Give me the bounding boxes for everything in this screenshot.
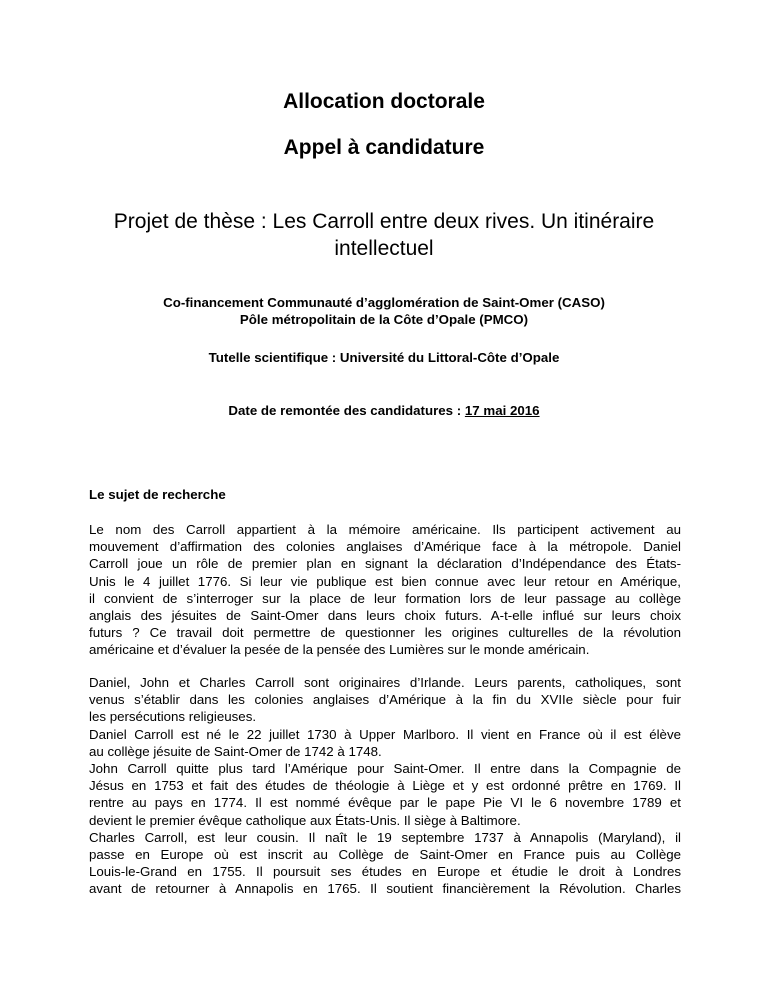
paragraph-line: Unis le 4 juillet 1776. Si leur vie publique est bien connue avec leur retour en Amérique, [89,573,681,589]
cofinancement-block [60,294,708,328]
paragraph-line: anglais des jésuites de Saint-Omer dans leurs choix futurs. A-t-elle influé sur leurs choix [89,607,681,623]
paragraph-line: mouvement d’affirmation des colonies anglaises d’Amérique face à la métropole. Daniel [89,539,681,555]
paragraph-2 [89,674,681,897]
paragraph-line: américaine et d’évaluer la pesée de la pensée des Lumières sur le monde américain. [89,642,590,658]
paragraph-line: Jésus en 1753 et fait des études de théologie à Liège et y est ordonné prêtre en 1769. Il [89,778,681,794]
paragraph-line: Le nom des Carroll appartient à la mémoire américaine. Ils participent activement au [89,522,681,537]
paragraph-line: John Carroll quitte plus tard l’Amérique pour Saint-Omer. Il entre dans la Compagnie de [89,760,681,776]
paragraph-line: Carroll joue un rôle de premier plan en signant la déclaration d’Indépendance des États- [89,556,681,572]
document-subtitle: Appel à candidature [283,136,485,159]
paragraph-line: il convient de s’interroger sur la place de leur formation lors de leur passage au collège [89,590,681,606]
deadline-line [0,402,768,419]
paragraph-line: devient le premier évêque catholique aux États-Unis. Il siège à Baltimore. [89,812,521,828]
paragraph-line: futurs ? Ce travail doit permettre de questionner les origines culturelles de la révolution [89,625,681,641]
paragraph-line: avant de retourner à Annapolis en 1765. Il soutient financièrement la Révolution. Charles [89,881,681,897]
paragraph-line: Daniel, John et Charles Carroll sont originaires d’Irlande. Leurs parents, catholiques, sont [89,675,681,690]
paragraph-1 [89,521,681,659]
paragraph-line: rentre au pays en 1774. Il est nommé évêque par le pape Pie VI le 6 novembre 1789 et [89,795,681,811]
deadline-date: 17 mai 2016 [464,403,540,418]
project-title: Projet de thèse : Les Carroll entre deux rives. Un itinéraire intellectuel [113,210,655,260]
deadline-label: Date de remontée des candidatures : [228,403,465,418]
paragraph-line: Louis-le-Grand en 1755. Il poursuit ses études en Europe et étudie le droit à Londres [89,864,681,880]
cofinancement-line-pmco: Pôle métropolitain de la Côte d’Opale (PMCO) [239,312,529,327]
paragraph-line: les persécutions religieuses. [89,709,257,725]
paragraph-line: passe en Europe où est inscrit au Collège de Saint-Omer en France puis au Collège [89,846,681,862]
paragraph-line: Daniel Carroll est né le 22 juillet 1730 à Upper Marlboro. Il vient en France où il est élève [89,726,681,742]
document-title: Allocation doctorale [283,90,485,113]
section-heading: Le sujet de recherche [89,487,226,502]
paragraph-line: venus s’établir dans les colonies anglaises d’Amérique à la fin du XVIIe siècle pour fuir [89,692,681,708]
paragraph-line: Charles Carroll, est leur cousin. Il naît le 19 septembre 1737 à Annapolis (Maryland), il [89,829,681,845]
paragraph-line: au collège jésuite de Saint-Omer de 1742 à 1748. [89,743,382,759]
tutelle-scientifique: Tutelle scientifique : Université du Littoral-Côte d’Opale [208,350,560,365]
cofinancement-line-caso: Co-financement Communauté d’agglomération de Saint-Omer (CASO) [163,295,605,310]
